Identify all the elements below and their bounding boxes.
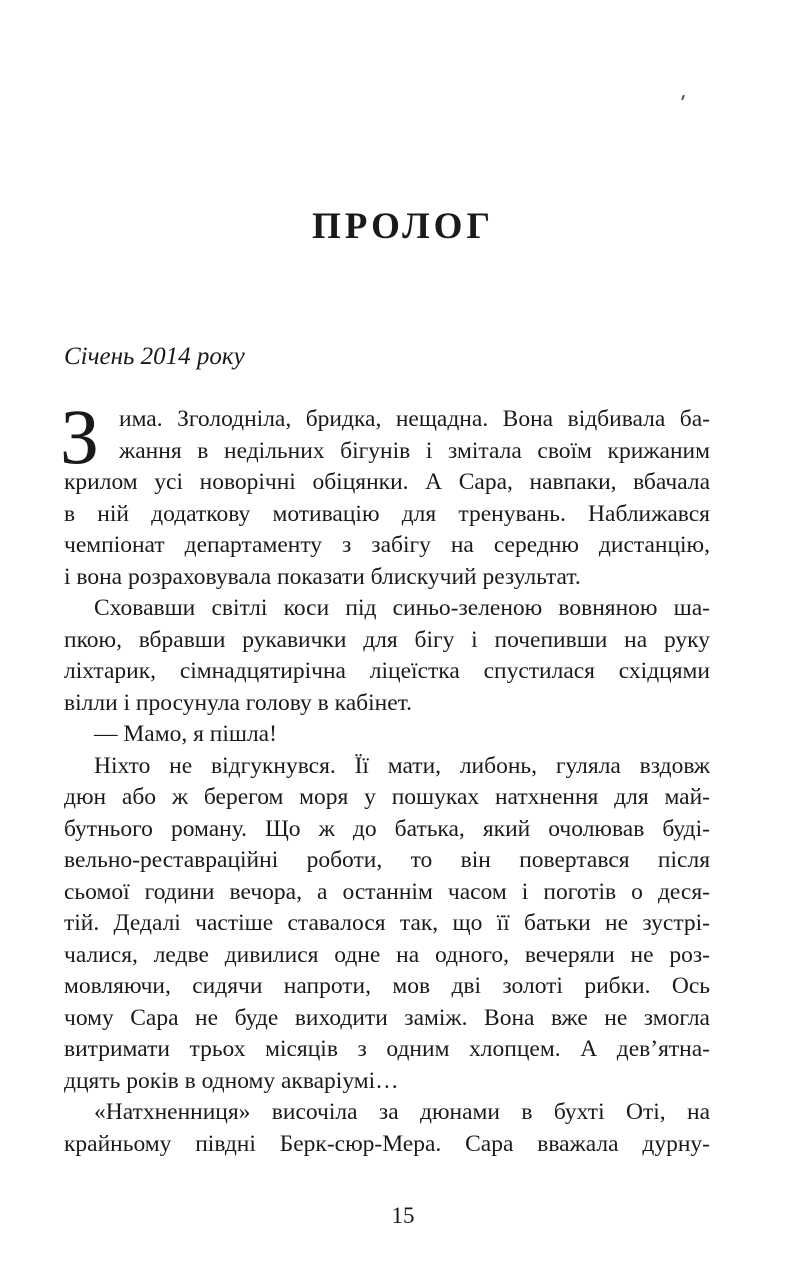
text-line: дюн або ж берегом моря у пошуках натхнення для май- bbox=[64, 784, 710, 810]
text-line: і вона розраховувала показати блискучий результат. bbox=[64, 563, 581, 590]
text-line: Сховавши світлі коси під синьо-зеленою вовняною ша- bbox=[94, 595, 710, 621]
text-line: дцять років в одному акваріумі… bbox=[64, 1067, 399, 1094]
text-line: крайньому півдні Берк-сюр-Мера. Сара вважала дурну- bbox=[64, 1130, 710, 1157]
text-line: сьомої години вечора, а останнім часом і поготів о деся- bbox=[64, 878, 710, 905]
dateline: Січень 2014 року bbox=[64, 343, 245, 370]
text-line: чому Сара не буде виходити заміж. Вона вже не змогла bbox=[64, 1004, 710, 1031]
text-line: «Натхненниця» височіла за дюнами в бухті Оті, на bbox=[94, 1099, 710, 1125]
text-line: — Мамо, я пішла! bbox=[94, 721, 277, 747]
text-line: чалися, ледве дивилися одне на одного, вечеряли не роз- bbox=[64, 941, 710, 968]
page-number: 15 bbox=[391, 1203, 415, 1228]
text-line: в ній додаткову мотивацію для тренувань. Наближався bbox=[64, 500, 710, 527]
text-line: бутнього роману. Що ж до батька, який очолював буді- bbox=[64, 815, 710, 842]
text-line: пкою, вбравши рукавички для бігу і почепивши на руку bbox=[64, 626, 710, 653]
body-text bbox=[60, 393, 710, 1160]
text-line: витримати трьох місяців з одним хлопцем. А дев’ятна- bbox=[64, 1036, 710, 1062]
text-line: вельно-реставраційні роботи, то він повертався після bbox=[64, 847, 710, 873]
drop-cap: З bbox=[60, 393, 100, 480]
chapter-title: ПРОЛОГ bbox=[312, 206, 494, 247]
text-line: крилом усі новорічні обіцянки. А Сара, навпаки, вбачала bbox=[64, 469, 710, 495]
text-line: жання в недільних бігунів і змітала своїм крижаним bbox=[119, 437, 710, 464]
text-line: има. Зголодніла, бридка, нещадна. Вона відбивала ба- bbox=[119, 406, 710, 432]
text-line: Ніхто не відгукнувся. Її мати, либонь, гуляла вздовж bbox=[94, 752, 710, 779]
text-line: чемпіонат департаменту з забігу на середню дистанцію, bbox=[64, 532, 710, 558]
text-line: тій. Дедалі частіше ставалося так, що її батьки не зустрі- bbox=[64, 910, 710, 936]
text-line: вілли і просунула голову в кабінет. bbox=[64, 689, 413, 716]
text-line: мовляючи, сидячи напроти, мов дві золоті рибки. Ось bbox=[64, 973, 710, 999]
text-line: ліхтарик, сімнадцятирічна ліцеїстка спустилася східцями bbox=[64, 658, 710, 684]
page-speck bbox=[681, 95, 685, 100]
